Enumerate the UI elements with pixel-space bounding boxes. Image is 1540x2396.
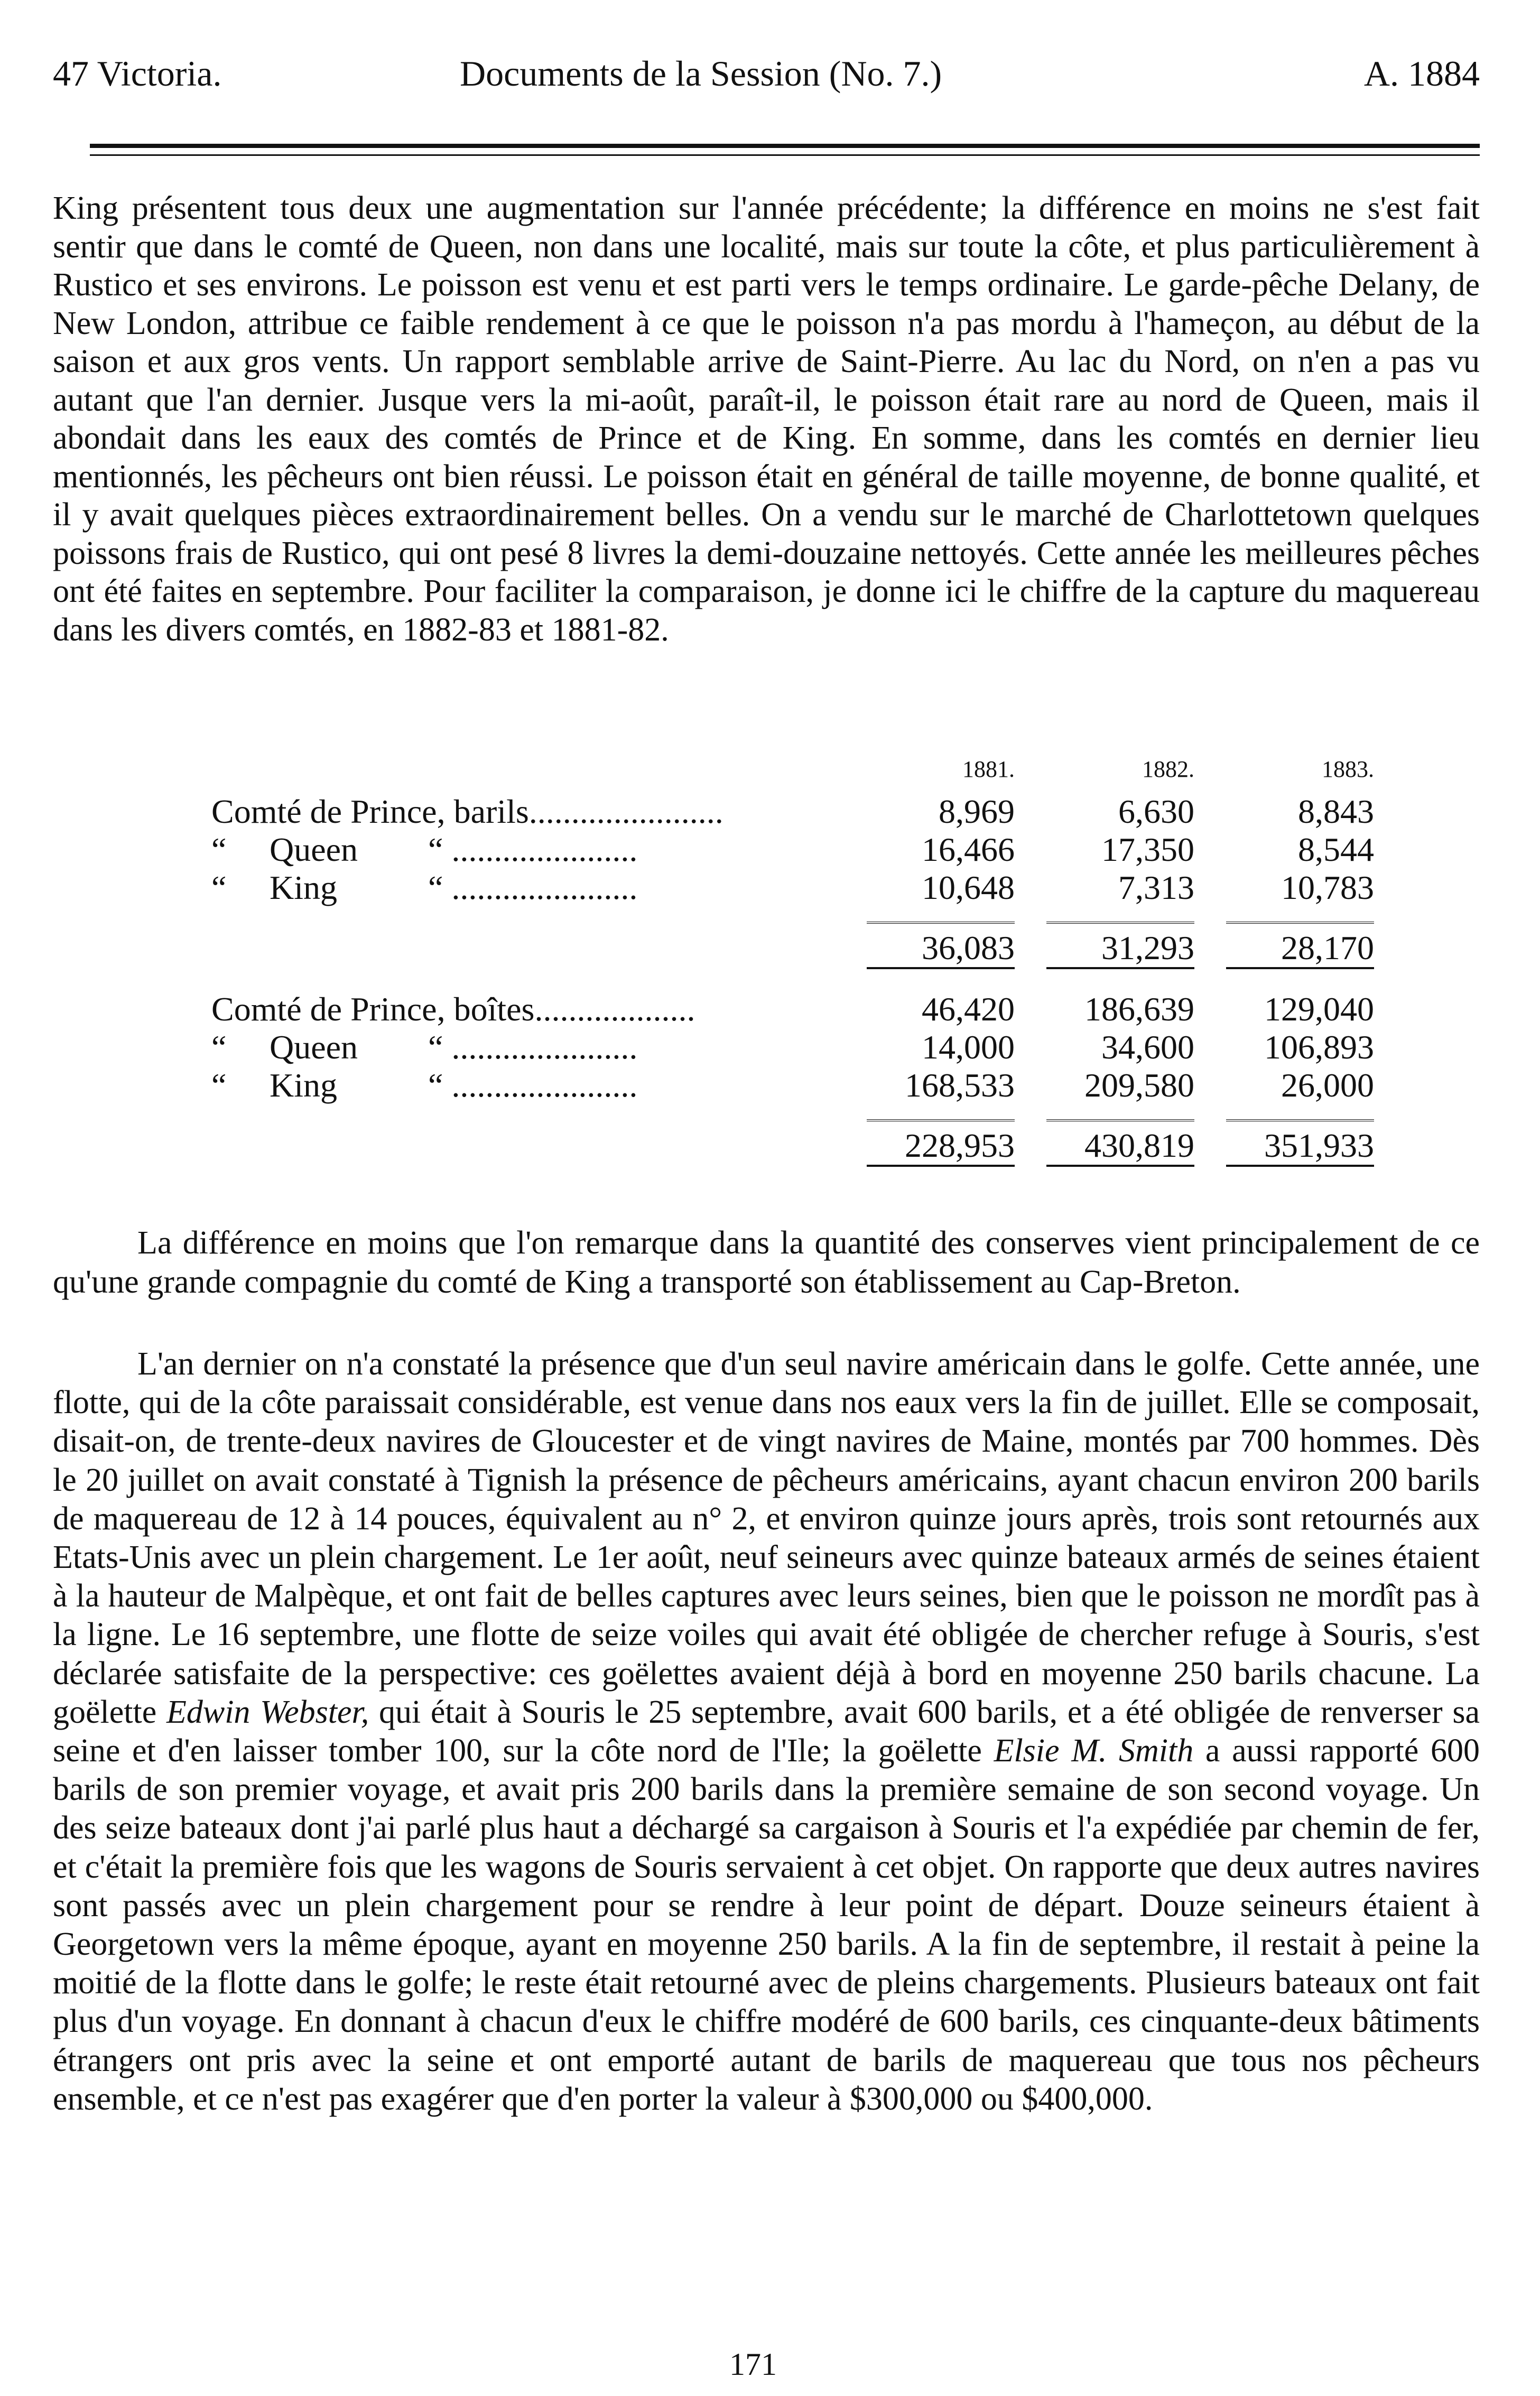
total-cell: 430,819 bbox=[1046, 1119, 1194, 1167]
leader-dots: ....................... bbox=[528, 793, 723, 830]
table-cell: 7,313 bbox=[1118, 869, 1194, 906]
table-header-row bbox=[211, 750, 1374, 793]
leader-dots: ...................... bbox=[451, 869, 638, 906]
total-cell: 36,083 bbox=[867, 922, 1015, 969]
header-volume: 47 Victoria. bbox=[53, 53, 222, 94]
paragraph-text: a aussi rapporté 600 barils de son premier voyage, et avait pris 200 barils dans la première semaine de son second voyage. Un des seize bateaux dont j'ai parlé plus haut a déchargé sa cargaison à Souris et l'a expédiée par chemin de fer, et c'était la première fois que les wagons de Souris servaient à cet objet. On rapporte que deux autres navires sont passés avec un plein chargement pour se rendre à leur point de départ. Douze seineurs étaient à Georgetown vers la même époque, ayant en moyenne 250 barils. A la fin de septembre, il restait à peine la moitié de la flotte dans le golfe; le reste était retourné avec de pleins chargements. Plusieurs bateaux ont fait plus d'un voyage. En donnant à chacun d'eux le chiffre modéré de 600 barils, ces cinquante-deux bâtiments étrangers ont pris avec la seine et ont emporté autant de barils de maquereau que tous nos pêcheurs ensemble, et ce n'est pas exagérer que d'en porter la valeur à $300,000 ou $400,000. bbox=[53, 1733, 1480, 2117]
table-row bbox=[211, 793, 1374, 831]
table-row bbox=[211, 1028, 1374, 1066]
table-cell: 8,843 bbox=[1298, 793, 1374, 830]
header-rule-thin bbox=[90, 154, 1480, 156]
table-cell: 186,639 bbox=[1084, 990, 1194, 1028]
ship-name: Edwin Webster, bbox=[166, 1694, 369, 1730]
ditto-mark: “ bbox=[428, 869, 443, 906]
table-cell: 106,893 bbox=[1264, 1028, 1374, 1066]
table-cell: 129,040 bbox=[1264, 990, 1374, 1028]
ditto-mark: “ bbox=[211, 1028, 227, 1066]
paragraph-intro: King présentent tous deux une augmentation sur l'année précédente; la différence en moins ne s'est fait sentir que dans le comté de Queen, non dans une localité, mais sur toute la côte, et plus particulièrement à Rustico et ses environs. Le poisson est venu et est parti vers le temps ordinaire. Le garde-pêche Delany, de New London, attribue ce faible rendement à ce que le poisson n'a pas mordu à l'hameçon, au début de la saison et aux gros vents. Un rapport semblable arrive de Saint-Pierre. Au lac du Nord, on n'en a pas vu autant que l'an dernier. Jusque vers la mi-août, paraît-il, le poisson était rare au nord de Queen, mais il abondait dans les eaux des comtés de Prince et de King. En somme, dans les comtés en dernier lieu mentionnés, les pêcheurs ont bien réussi. Le poisson était en général de taille moyenne, de bonne qualité, et il y avait quelques pièces extraordinairement belles. On a vendu sur le marché de Charlottetown quelques poissons frais de Rustico, qui ont pesé 8 livres la demi-douzaine nettoyés. Cette année les meilleures pêches ont été faites en septembre. Pour faciliter la comparaison, je donne ici le chiffre de la capture du maquereau dans les divers comtés, en 1882-83 et 1881-82. bbox=[53, 190, 1480, 648]
table-row bbox=[211, 990, 1374, 1028]
ditto-mark: “ bbox=[211, 1066, 227, 1104]
header-title: Documents de la Session (No. 7.) bbox=[460, 53, 942, 94]
total-cell: 31,293 bbox=[1046, 922, 1194, 969]
ditto-mark: “ bbox=[211, 869, 227, 906]
table-row bbox=[211, 831, 1374, 869]
table-cell: 17,350 bbox=[1101, 831, 1194, 868]
table-row bbox=[211, 869, 1374, 907]
county-name: Queen bbox=[270, 831, 358, 868]
county-name: King bbox=[270, 1066, 337, 1104]
paragraph-text: qui était à Souris le 25 septembre, avait 600 barils, et a été obligée de renverser sa seine et d'en laisser tomber 100, sur la côte nord de l'Ile; la goëlette bbox=[53, 1694, 1480, 1769]
table-cell: 26,000 bbox=[1281, 1066, 1374, 1104]
mackerel-catch-table bbox=[211, 750, 1374, 1167]
ditto-mark: “ bbox=[428, 831, 443, 868]
leader-dots: ...................... bbox=[451, 831, 638, 868]
total-row bbox=[211, 907, 1374, 969]
table-cell: 168,533 bbox=[905, 1066, 1015, 1104]
paragraph-conserves: La différence en moins que l'on remarque dans la quantité des conserves vient principalement de ce qu'une grande compagnie du comté de King a transporté son établissement au Cap-Breton. bbox=[53, 1225, 1480, 1300]
ditto-mark: “ bbox=[428, 1028, 443, 1066]
table-row bbox=[211, 1066, 1374, 1104]
table-cell: 6,630 bbox=[1118, 793, 1194, 830]
ship-name: Elsie M. Smith bbox=[994, 1733, 1194, 1769]
total-cell: 228,953 bbox=[867, 1119, 1015, 1167]
year-header: 1881. bbox=[962, 756, 1015, 782]
page-number: 171 bbox=[729, 2347, 777, 2382]
leader-dots: ...................... bbox=[451, 1028, 638, 1066]
header-rule-thick bbox=[90, 144, 1480, 148]
table-cell: 14,000 bbox=[922, 1028, 1015, 1066]
county-name: Prince, bbox=[350, 793, 446, 830]
ditto-mark: “ bbox=[211, 831, 227, 868]
total-cell: 351,933 bbox=[1226, 1119, 1374, 1167]
unit-label: boîtes bbox=[453, 990, 535, 1028]
table-cell: 10,648 bbox=[922, 869, 1015, 906]
leader-dots: ...................... bbox=[451, 1066, 638, 1104]
year-header: 1883. bbox=[1322, 756, 1374, 782]
table-cell: 46,420 bbox=[922, 990, 1015, 1028]
row-prefix: Comté de bbox=[211, 990, 342, 1028]
year-header: 1882. bbox=[1142, 756, 1194, 782]
ditto-mark: “ bbox=[428, 1066, 443, 1104]
header-year: A. 1884 bbox=[1363, 53, 1480, 94]
unit-label: barils bbox=[453, 793, 529, 830]
table-cell: 8,969 bbox=[939, 793, 1015, 830]
table-cell: 209,580 bbox=[1084, 1066, 1194, 1104]
county-name: Prince, bbox=[350, 990, 446, 1028]
total-row bbox=[211, 1104, 1374, 1167]
leader-dots: ................... bbox=[534, 990, 695, 1028]
county-name: Queen bbox=[270, 1028, 358, 1066]
table-cell: 16,466 bbox=[922, 831, 1015, 868]
row-prefix: Comté de bbox=[211, 793, 342, 830]
table-cell: 10,783 bbox=[1281, 869, 1374, 906]
total-cell: 28,170 bbox=[1226, 922, 1374, 969]
paragraph-american-fleet bbox=[53, 1345, 1480, 2119]
table-cell: 34,600 bbox=[1101, 1028, 1194, 1066]
paragraph-text: L'an dernier on n'a constaté la présence que d'un seul navire américain dans le golfe. Cette année, une flotte, qui de la côte paraissait considérable, est venue dans nos eaux vers la fin de juillet. Elle se composait, disait-on, de trente-deux navires de Gloucester et de vingt navires de Maine, montés par 700 hommes. Dès le 20 juillet on avait constaté à Tignish la présence de pêcheurs américains, ayant chacun environ 200 barils de maquereau de 12 à 14 pouces, équivalent au n° 2, et environ quinze jours après, trois sont retournés aux Etats-Unis avec un plein chargement. Le 1er août, neuf seineurs avec quinze bateaux armés de seines étaient à la hauteur de Malpèque, et ont fait de belles captures avec leurs seines, bien que le poisson ne mordît pas à la ligne. Le 16 septembre, une flotte de seize voiles qui avait été obligée de chercher refuge à Souris, s'est déclarée satisfaite de la perspective: ces goëlettes avaient déjà à bord en moyenne 250 barils chacune. La goëlette bbox=[53, 1346, 1480, 1730]
county-name: King bbox=[270, 869, 337, 906]
table-cell: 8,544 bbox=[1298, 831, 1374, 868]
page-header bbox=[53, 42, 1480, 100]
